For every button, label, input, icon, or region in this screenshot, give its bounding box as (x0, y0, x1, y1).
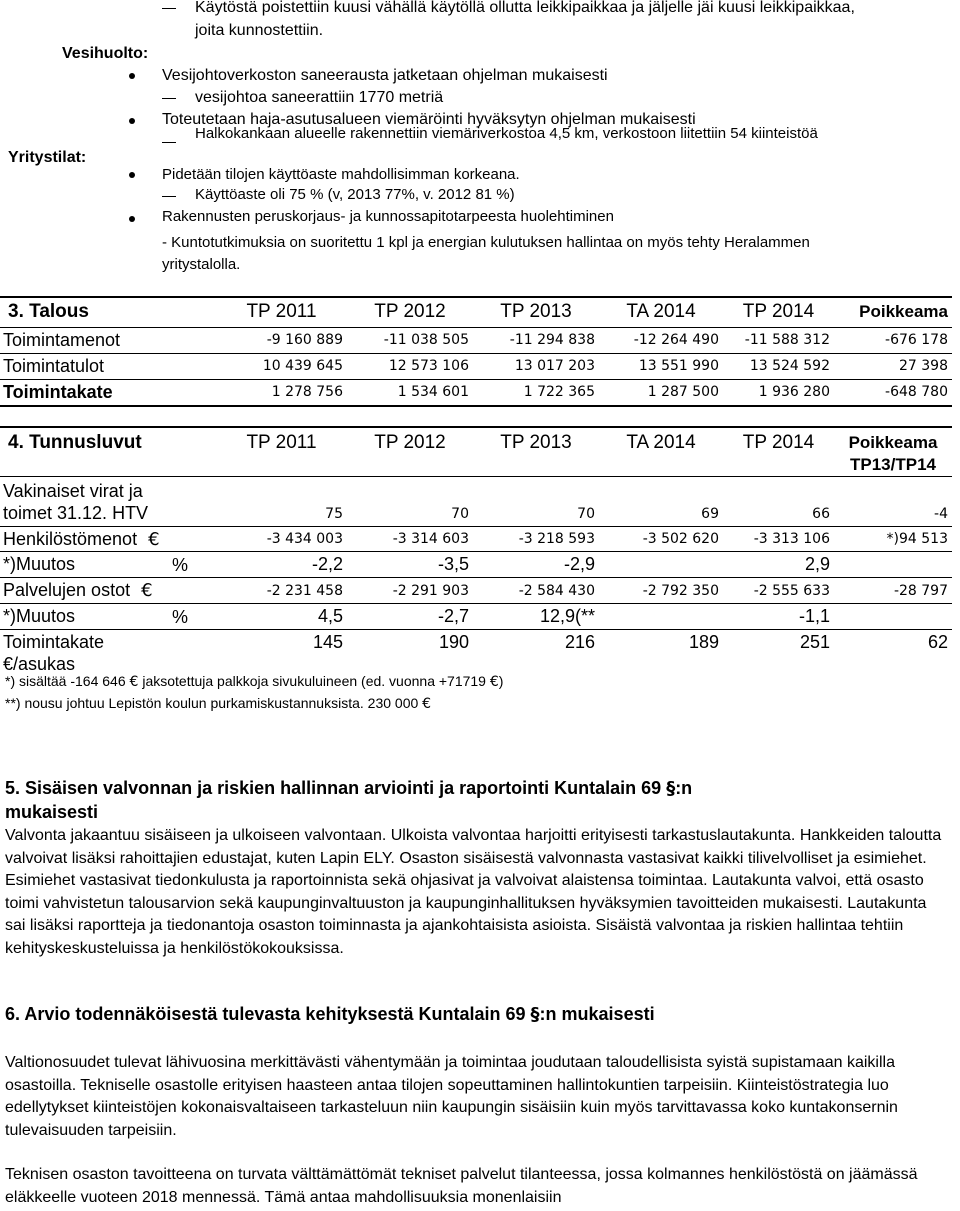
row-label (0, 604, 216, 630)
row-label-text: *)Muutos (3, 554, 76, 574)
row-label-line: Toimintakate (3, 631, 105, 652)
section-5-body: Valvonta jakaantuu sisäiseen ja ulkoiseen valvontaan. Ulkoista valvontaa harjoitti erityisesti tarkastuslautakunta. Hankkeiden taloutta valvoivat lisäksi rahoittajien edustajat, kuten Lapin ELY. Osaston sisäisestä valvonnasta vastasivat kaikki tilivelvolliset ja esimiehet. Esimiehet vastasivat tiedonkulusta ja raportoinnista sekä ohjasivat ja valvoivat alaistensa toimintaa. Lautakunta valvoi, että osasto toimi vahvistetun talousarvion sekä kaupunginvaltuuston ja kaupunginhallituksen hyväksymien tavoitteiden mukaisesti. Lautakunta sai lisäksi raportteja ja tiedonantoja osaston toiminnasta ja ajankohtaisista asioista. Sisäistä valvontaa ja riskien hallintaa tehtiin kehityskeskusteluissa ja henkilöstökokouksissa. (5, 827, 942, 957)
table-row (0, 578, 952, 604)
cell-value: 216 (564, 632, 595, 652)
table-row (0, 477, 952, 527)
dash-bullet (162, 142, 176, 143)
cell-value: -2 555 633 (723, 578, 834, 604)
talous-table (0, 296, 952, 407)
row-label (0, 477, 216, 527)
column-header: TA 2014 (599, 297, 723, 327)
column-header: TP 2013 (473, 297, 599, 327)
cell-value: 13 551 990 (599, 353, 723, 379)
cell-value: 10 439 645 (216, 353, 347, 379)
column-header-line: Poikkeama (848, 433, 938, 452)
cell-value: 75 (216, 477, 347, 527)
text-line: Halkokankaan alueelle rakennettiin viemäriverkostoa 4,5 km, verkostoon liitettiin 54 kiinteistöä (195, 125, 818, 142)
cell-value (834, 604, 952, 630)
euro-icon: € (148, 528, 160, 550)
cell-value: -9 160 889 (216, 327, 347, 353)
cell-value: 13 017 203 (473, 353, 599, 379)
cell-value: 1 534 601 (347, 379, 473, 406)
column-header (834, 427, 952, 477)
section-6-paragraph: Valtionosuudet tulevat lähivuosina merkittävästi vähentymään ja toimintaa joudutaan taloudellisista syistä supistamaan kaikilla osastoilla. Tekniselle osastolle erityisen haasteen antaa tilojen sopeuttaminen hallintokuntien tarpeisiin. Kiinteistöstrategia luo edellytykset kiinteistöjen kokonaisvaltaiseen tarkasteluun niin kaupungin sisäisiin kuin myös tarvittavassa koko kuntakonsernin tulevaisuuden tarpeisiin. (5, 1054, 898, 1139)
section-title-text: :n (675, 778, 693, 798)
footnote (5, 672, 503, 691)
cell-value: -3 434 003 (216, 527, 347, 552)
cell-value: 70 (473, 477, 599, 527)
cell-value: 70 (347, 477, 473, 527)
text-line: Käyttöaste oli 75 % (v, 2013 77%, v. 2012 81 %) (195, 186, 515, 203)
cell-value: *)94 513 (834, 527, 952, 552)
text-line: joita kunnostettiin. (195, 22, 324, 39)
cell-value (599, 552, 723, 578)
cell-value (834, 552, 952, 578)
cell-value: 1 278 756 (216, 379, 347, 406)
cell-value: -2 231 458 (216, 578, 347, 604)
table-row (0, 327, 952, 353)
bullet (129, 73, 135, 79)
section-title-text: :n mukaisesti (539, 1004, 655, 1024)
footnote-text: ) (498, 673, 504, 689)
footnote-text: jaksotettuja palkkoja sivukuluineen (ed. vuonna +71719 (138, 673, 490, 689)
table-title: 4. Tunnusluvut (0, 427, 216, 477)
section-sign: § (530, 1004, 540, 1025)
yritystilat-heading: Yritystilat: (8, 149, 87, 166)
percent-sign: % (172, 555, 189, 575)
cell-value: 1 722 365 (473, 379, 599, 406)
section-6-paragraph: Teknisen osaston tavoitteena on turvata välttämättömät tekniset palvelut tilanteessa, jossa kolmannes henkilöstöstä on jäämässä eläkkeelle vuoteen 2018 mennessä. Tämä antaa mahdollisuuksia monenlaisiin (5, 1166, 918, 1206)
cell-value: -11 294 838 (473, 327, 599, 353)
section-5-title-line2: mukaisesti (5, 802, 99, 822)
cell-value: -2 792 350 (599, 578, 723, 604)
cell-value: 1 287 500 (599, 379, 723, 406)
column-header: TP 2014 (723, 297, 834, 327)
cell-value: 12,9(** (473, 604, 599, 630)
footnote-text: **) nousu johtuu Lepistön koulun purkamiskustannuksista. 230 000 (5, 695, 423, 711)
table-header-row (0, 427, 952, 477)
cell-value: 69 (599, 477, 723, 527)
table-title: 3. Talous (0, 297, 216, 327)
cell-value: -2,7 (347, 604, 473, 630)
cell-value: -3 313 106 (723, 527, 834, 552)
row-label (0, 578, 216, 604)
cell-value: -676 178 (834, 327, 952, 353)
row-label (0, 527, 216, 552)
row-label-line: €/asukas (3, 653, 76, 674)
euro-icon: € (489, 674, 499, 690)
table-row (0, 353, 952, 379)
euro-icon: € (422, 696, 432, 712)
column-header: TP 2013 (473, 427, 599, 477)
section-title-text: 6. Arvio todennäköisestä tulevasta kehityksestä Kuntalain 69 (5, 1004, 531, 1024)
cell-value: -1,1 (723, 604, 834, 630)
cell-value: -3 218 593 (473, 527, 599, 552)
row-label: Toimintatulot (0, 353, 216, 379)
table-header-row (0, 297, 952, 327)
footnote-text: *) sisältää -164 646 (5, 673, 130, 689)
cell-value: -2,9 (473, 552, 599, 578)
row-label-line: toimet 31.12. HTV (3, 502, 149, 523)
table-row (0, 630, 952, 676)
cell-value (599, 604, 723, 630)
vesihuolto-heading: Vesihuolto: (62, 45, 149, 62)
cell-value: -4 (834, 477, 952, 527)
euro-icon: € (141, 580, 153, 601)
euro-icon: € (129, 674, 139, 690)
dash-bullet (162, 8, 176, 9)
table-row (0, 379, 952, 406)
row-label-text: *)Muutos (3, 606, 76, 626)
column-header: TP 2012 (347, 427, 473, 477)
row-label-text: Henkilöstömenot (3, 528, 138, 549)
dash-bullet (162, 196, 176, 197)
text-line: - Kuntotutkimuksia on suoritettu 1 kpl ja energian kulutuksen hallintaa on myös tehty Heralammen (162, 234, 810, 251)
table-row (0, 552, 952, 578)
column-header: TP 2012 (347, 297, 473, 327)
section-5-title (5, 776, 692, 801)
table-row (0, 604, 952, 630)
table-row (0, 527, 952, 552)
cell-value: 12 573 106 (347, 353, 473, 379)
cell-value: 189 (688, 632, 719, 652)
text-line: vesijohtoa saneerattiin 1770 metriä (195, 89, 444, 106)
cell-value: 1 936 280 (723, 379, 834, 406)
cell-value: 27 398 (834, 353, 952, 379)
bullet (129, 216, 135, 222)
row-label (0, 552, 216, 578)
cell-value: -3,5 (347, 552, 473, 578)
cell-value: -11 038 505 (347, 327, 473, 353)
section-title-text: 5. Sisäisen valvonnan ja riskien hallinnan arviointi ja raportointi Kuntalain 69 (5, 778, 667, 798)
text-line: Rakennusten peruskorjaus- ja kunnossapitotarpeesta huolehtiminen (162, 208, 614, 225)
section-6-title (5, 1002, 655, 1027)
row-label: Toimintamenot (0, 327, 216, 353)
cell-value: -28 797 (834, 578, 952, 604)
text-line: yritystalolla. (162, 256, 241, 273)
cell-value: -3 314 603 (347, 527, 473, 552)
text-line: Pidetään tilojen käyttöaste mahdollisimman korkeana. (162, 166, 520, 183)
dash-bullet (162, 98, 176, 99)
cell-value: -2 291 903 (347, 578, 473, 604)
text-line: Toteutetaan haja-asutusalueen viemäröinti hyväksytyn ohjelman mukaisesti (162, 111, 696, 128)
cell-value: -2,2 (216, 552, 347, 578)
percent-sign: % (172, 607, 189, 627)
cell-value: -11 588 312 (723, 327, 834, 353)
row-label-line: Vakinaiset virat ja (3, 480, 143, 501)
cell-value: 13 524 592 (723, 353, 834, 379)
column-header-line: TP13/TP14 (850, 455, 936, 474)
column-header: TP 2011 (216, 297, 347, 327)
tunnusluvut-table (0, 426, 952, 676)
cell-value: 4,5 (216, 604, 347, 630)
cell-value: 66 (723, 477, 834, 527)
cell-value: 190 (438, 632, 469, 652)
section-sign: § (666, 778, 676, 799)
row-label: Toimintakate (0, 379, 216, 406)
footnote (5, 694, 431, 713)
column-header: Poikkeama (834, 297, 952, 327)
column-header: TA 2014 (599, 427, 723, 477)
bullet (129, 172, 135, 178)
cell-value: -12 264 490 (599, 327, 723, 353)
cell-value: -3 502 620 (599, 527, 723, 552)
column-header: TP 2011 (216, 427, 347, 477)
cell-value: 145 (312, 632, 343, 652)
cell-value: 2,9 (723, 552, 834, 578)
column-header: TP 2014 (723, 427, 834, 477)
bullet (129, 118, 135, 124)
cell-value: 251 (799, 632, 830, 652)
text-line: Käytöstä poistettiin kuusi vähällä käytöllä ollutta leikkipaikkaa ja jäljelle jäi kuusi leikkipaikkaa, (195, 0, 855, 16)
cell-value: 62 (927, 632, 948, 652)
cell-value: -648 780 (834, 379, 952, 406)
text-line: Vesijohtoverkoston saneerausta jatketaan ohjelman mukaisesti (162, 67, 608, 84)
cell-value: -2 584 430 (473, 578, 599, 604)
row-label-text: Palvelujen ostot (3, 580, 131, 600)
row-label (0, 630, 216, 676)
